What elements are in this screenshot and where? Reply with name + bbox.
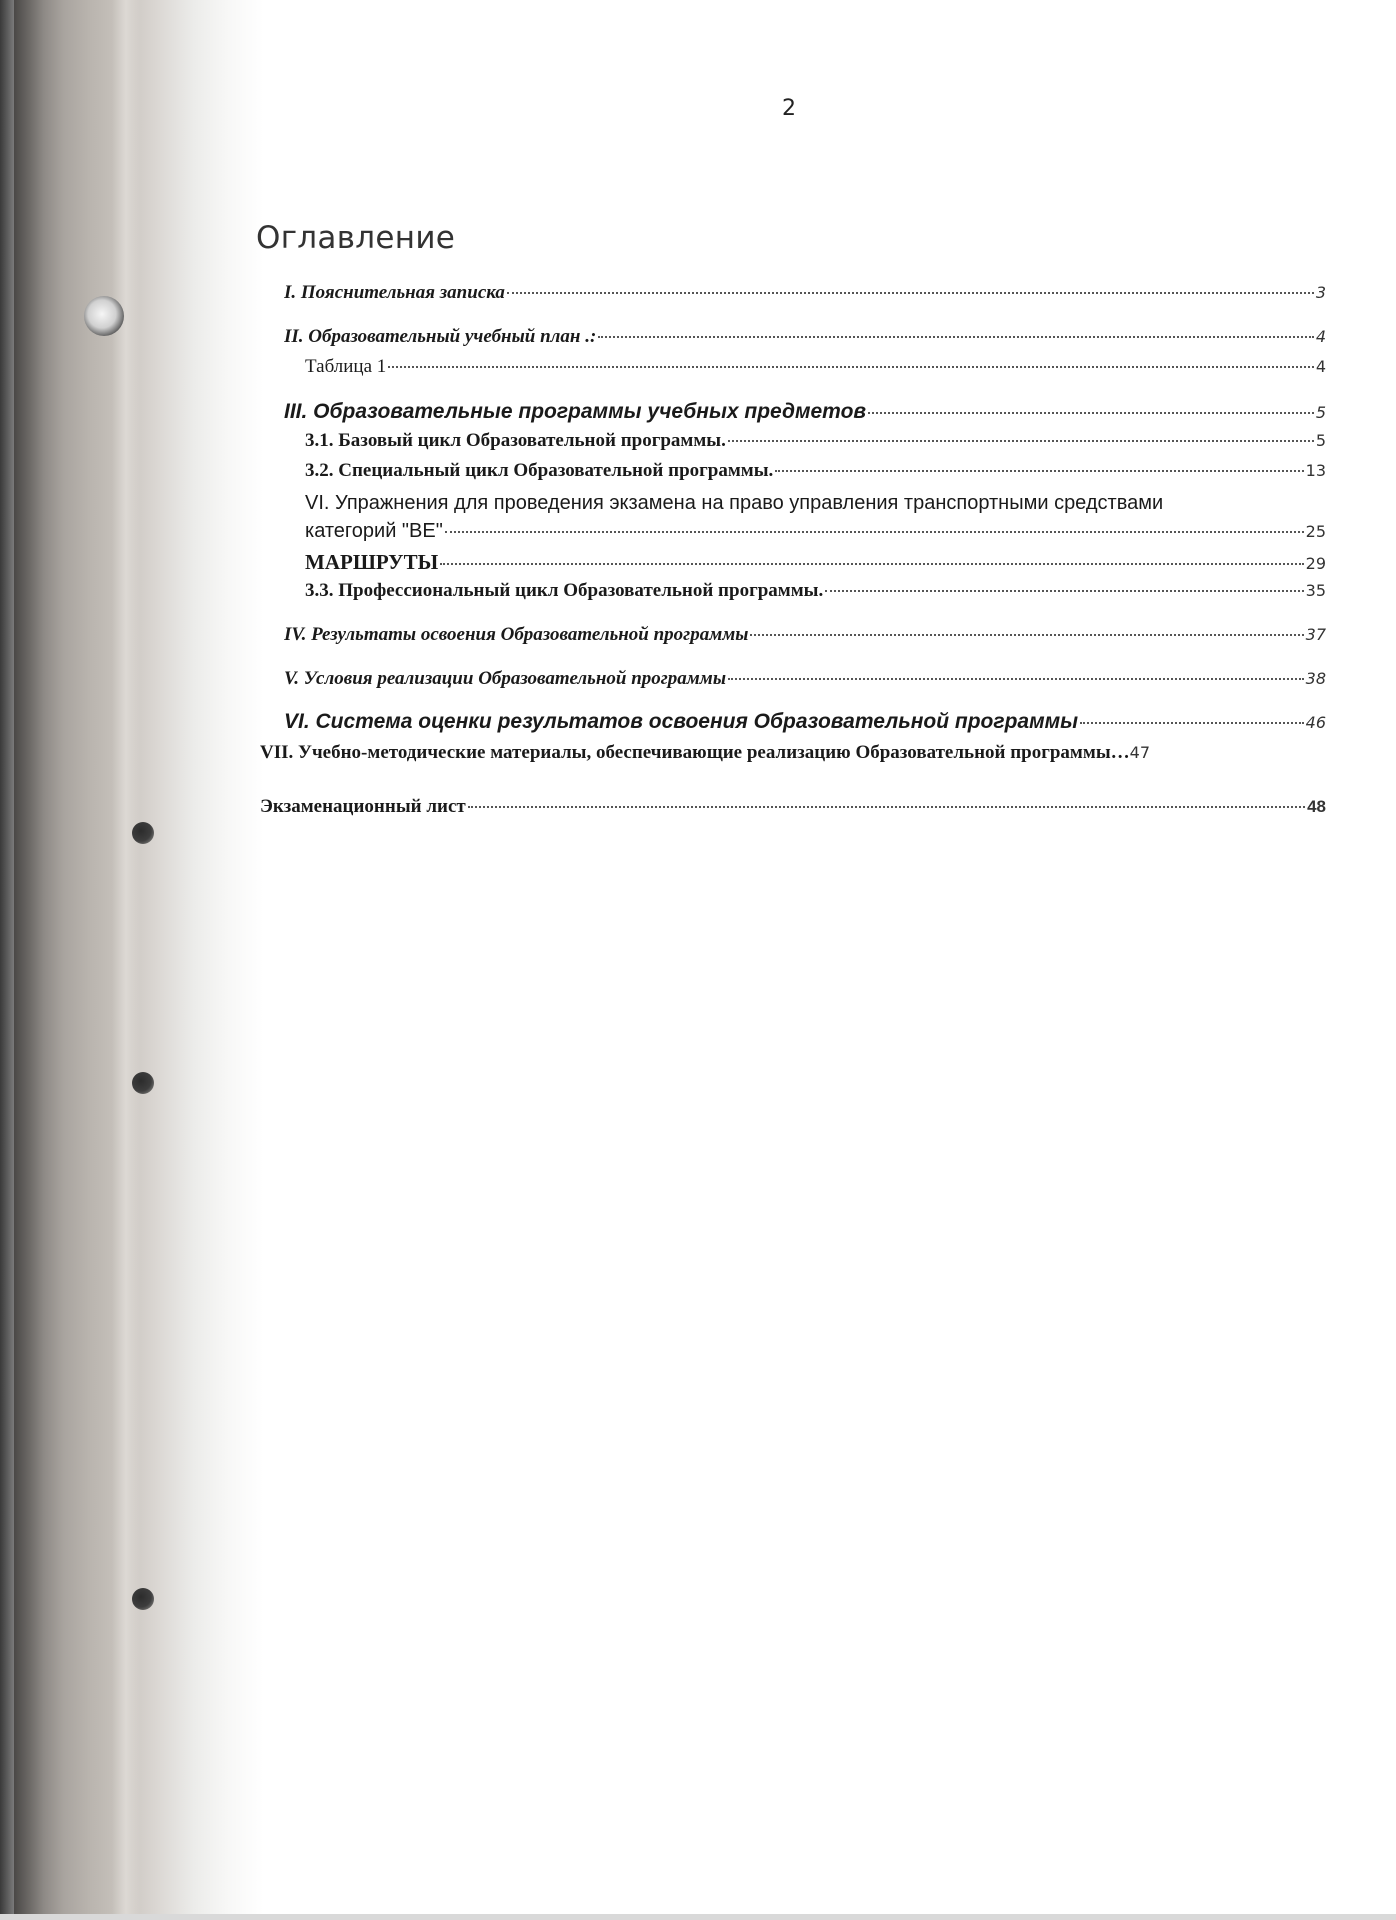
toc-entry-6[interactable]	[305, 460, 1326, 482]
leader-dots	[1080, 722, 1304, 724]
leader-dots	[440, 563, 1303, 565]
page-number: 2	[782, 96, 796, 121]
toc-entry-title: II. Образовательный учебный план .:	[284, 326, 597, 347]
toc-entry-page: 29	[1305, 554, 1326, 573]
toc-entry-1[interactable]	[284, 282, 1326, 304]
toc-entry-title: МАРШРУТЫ	[305, 550, 439, 574]
toc-entry-title: Экзаменационный лист	[260, 796, 466, 817]
staple-hole	[84, 296, 124, 336]
leader-dots	[728, 678, 1304, 680]
toc-entry-5[interactable]	[305, 430, 1326, 452]
toc-entry-8[interactable]	[305, 550, 1326, 575]
toc-entry-title: III. Образовательные программы учебных предметов	[284, 400, 867, 423]
toc-entry-page: 38	[1305, 669, 1326, 688]
leader-dots	[775, 470, 1303, 472]
toc-entry-page: 4	[1315, 357, 1326, 376]
toc-entry-title: 3.2. Специальный цикл Образовательной программы.	[305, 460, 774, 481]
toc-entry-page: 5	[1315, 403, 1326, 422]
leader-dots	[468, 806, 1305, 808]
toc-heading: Оглавление	[256, 220, 456, 256]
toc-entry-page: 3	[1315, 283, 1326, 302]
toc-entry-11[interactable]	[284, 668, 1326, 690]
toc-entry-9[interactable]	[305, 580, 1326, 602]
toc-entry-7[interactable]	[305, 520, 1326, 543]
binding-shadow	[14, 0, 264, 1920]
toc-entry-title: VII. Учебно-методические материалы, обеспечивающие реализацию Образовательной программы…	[260, 742, 1130, 763]
leader-dots	[445, 531, 1304, 533]
toc-entry-3[interactable]	[305, 356, 1326, 378]
leader-dots	[868, 412, 1314, 414]
toc-entry-13[interactable]	[260, 742, 1326, 764]
toc-entry-page: 47	[1129, 743, 1151, 762]
toc-entry-page: 13	[1305, 461, 1326, 480]
toc-entry-page: 46	[1305, 713, 1326, 732]
toc-entry-10[interactable]	[284, 624, 1326, 646]
leader-dots	[507, 292, 1314, 294]
punch-hole	[132, 822, 154, 844]
toc-entry-page: 35	[1305, 581, 1326, 600]
toc-entry-12[interactable]	[284, 710, 1326, 734]
toc-entry-page: 37	[1305, 625, 1326, 644]
toc-entry-4[interactable]	[284, 400, 1326, 424]
leader-dots	[728, 440, 1314, 442]
scan-edge	[0, 0, 14, 1920]
toc-entry-title: VI. Система оценки результатов освоения Образовательной программы	[284, 710, 1079, 733]
leader-dots	[750, 634, 1303, 636]
toc-entry-page: 48	[1307, 797, 1326, 816]
toc-entry-2[interactable]	[284, 326, 1326, 348]
leader-dots	[598, 336, 1314, 338]
toc-entry-page: 4	[1315, 327, 1326, 346]
toc-entry-title: I. Пояснительная записка	[284, 282, 505, 303]
toc-entry-page: 25	[1305, 522, 1326, 541]
scan-bottom-edge	[0, 1914, 1396, 1920]
punch-hole	[132, 1072, 154, 1094]
toc-entry-title: категорий "ВЕ"	[305, 520, 443, 542]
toc-entry-title: IV. Результаты освоения Образовательной программы	[284, 624, 749, 645]
toc-entry-title: 3.3. Профессиональный цикл Образовательной программы.	[305, 580, 824, 601]
toc-entry-7-line1[interactable]: VI. Упражнения для проведения экзамена на право управления транспортными средствами	[305, 492, 1164, 514]
toc-entry-14[interactable]	[260, 796, 1326, 818]
leader-dots	[825, 590, 1303, 592]
toc-entry-title: Таблица 1	[305, 356, 387, 377]
toc-entry-page: 5	[1315, 431, 1326, 450]
toc-entry-title: V. Условия реализации Образовательной программы	[284, 668, 727, 689]
leader-dots	[388, 366, 1314, 368]
toc-entry-title: 3.1. Базовый цикл Образовательной программы.	[305, 430, 726, 451]
punch-hole	[132, 1588, 154, 1610]
